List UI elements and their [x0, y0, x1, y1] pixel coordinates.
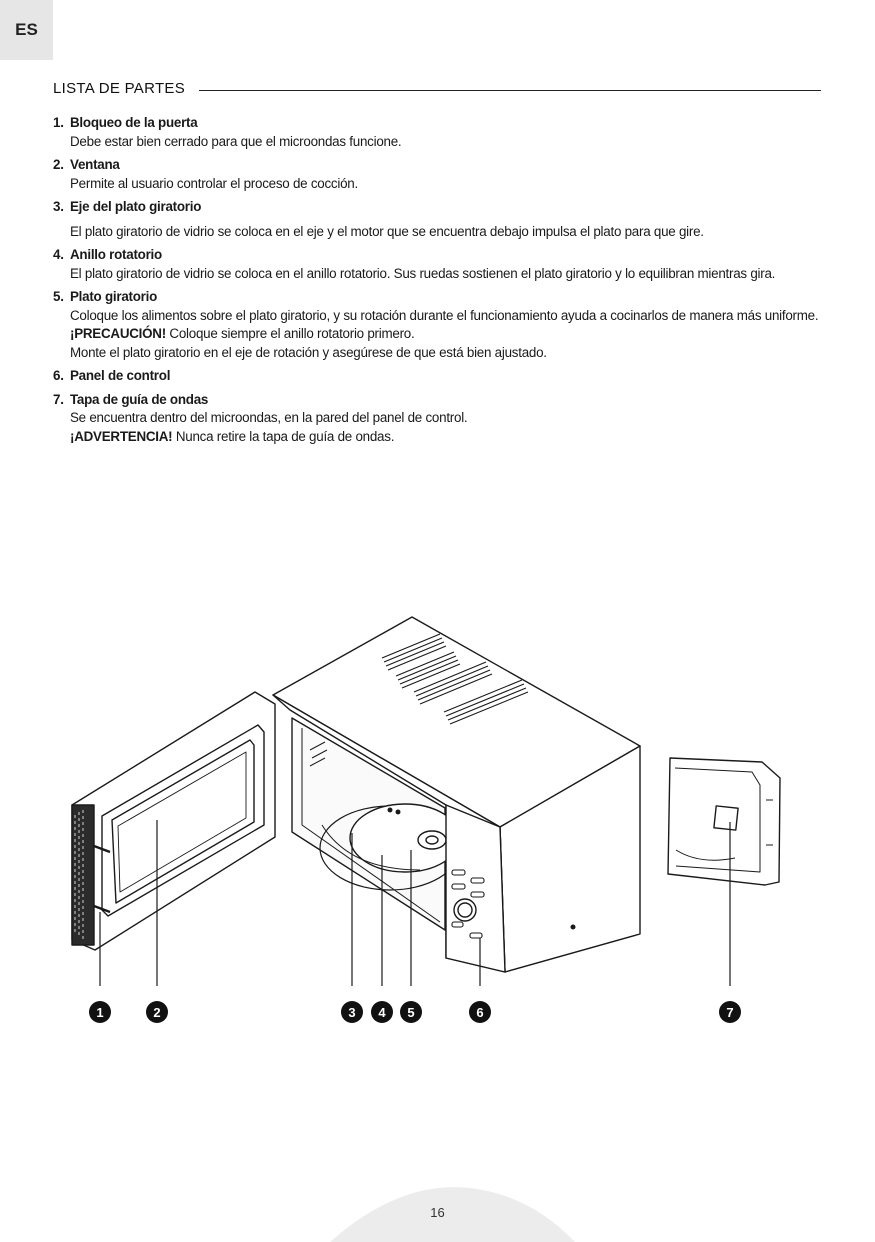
part-description: Coloque los alimentos sobre el plato giratorio, y su rotación durante el funcionamiento ayuda a cocinarlos de manera más uniforme.	[70, 307, 819, 323]
callout-2	[146, 1001, 168, 1023]
part-title: Tapa de guía de ondas	[70, 391, 209, 407]
caution-line	[70, 325, 821, 344]
page-number: 16	[430, 1205, 445, 1220]
callout-7-label: 7	[726, 1005, 734, 1020]
part-number: 2.	[53, 157, 64, 172]
part-number: 4.	[53, 247, 64, 262]
language-tab: ES	[0, 0, 53, 60]
microwave-illustration	[0, 600, 875, 1040]
section-rule	[199, 90, 821, 91]
callout-5	[400, 1001, 422, 1023]
part-item-6	[53, 367, 821, 386]
section-header	[53, 78, 821, 98]
part-number: 7.	[53, 391, 64, 407]
caution-label: ¡PRECAUCIÓN!	[70, 326, 166, 341]
callout-7	[719, 1001, 741, 1023]
part-description: El plato giratorio de vidrio se coloca en el eje y el motor que se encuentra debajo impulsa el plato para que gire.	[70, 223, 704, 239]
part-item-4	[53, 246, 821, 283]
part-item-2	[53, 156, 821, 193]
part-description: Debe estar bien cerrado para que el microondas funcione.	[70, 133, 402, 149]
part-number: 5.	[53, 289, 64, 304]
part-item-7	[53, 391, 821, 447]
part-item-3	[53, 198, 821, 241]
callout-2-label: 2	[153, 1005, 161, 1020]
part-item-5	[53, 288, 821, 362]
section-title: LISTA DE PARTES	[53, 79, 186, 97]
microwave-diagram	[0, 600, 875, 1040]
warning-label: ¡ADVERTENCIA!	[70, 428, 173, 444]
callout-1	[89, 1001, 111, 1023]
part-description: Permite al usuario controlar el proceso de cocción.	[70, 175, 358, 191]
part-description: El plato giratorio de vidrio se coloca en el anillo rotatorio. Sus ruedas sostienen el plato giratorio y lo equilibran mientras gira.	[70, 265, 776, 281]
callout-6-label: 6	[476, 1005, 484, 1020]
callout-4	[371, 1001, 393, 1023]
part-description: Se encuentra dentro del microondas, en la pared del panel de control.	[70, 410, 468, 425]
waveguide-inset	[668, 758, 780, 885]
callouts	[89, 1001, 741, 1023]
callout-1-label: 1	[96, 1005, 104, 1020]
part-title: Plato giratorio	[70, 289, 158, 304]
part-title: Panel de control	[70, 368, 171, 383]
part-item-1	[53, 114, 821, 151]
part-number: 6.	[53, 368, 64, 383]
callout-3-label: 3	[348, 1005, 356, 1020]
warning-text: Nunca retire la tapa de guía de ondas.	[172, 428, 395, 444]
warning-line	[70, 428, 821, 447]
parts-list	[53, 114, 821, 451]
callout-3	[341, 1001, 363, 1023]
control-knob	[454, 899, 476, 921]
part-number: 3.	[53, 199, 64, 214]
callout-5-label: 5	[407, 1005, 415, 1020]
callout-6	[469, 1001, 491, 1023]
part-title: Anillo rotatorio	[70, 247, 162, 262]
part-title: Eje del plato giratorio	[70, 199, 202, 214]
part-number: 1.	[53, 115, 64, 130]
part-title: Ventana	[70, 157, 120, 172]
part-extra-line: Monte el plato giratorio en el eje de rotación y asegúrese de que está bien ajustado.	[70, 344, 547, 360]
part-title: Bloqueo de la puerta	[70, 115, 198, 130]
callout-4-label: 4	[378, 1005, 386, 1020]
caution-text: Coloque siempre el anillo rotatorio primero.	[165, 326, 415, 341]
